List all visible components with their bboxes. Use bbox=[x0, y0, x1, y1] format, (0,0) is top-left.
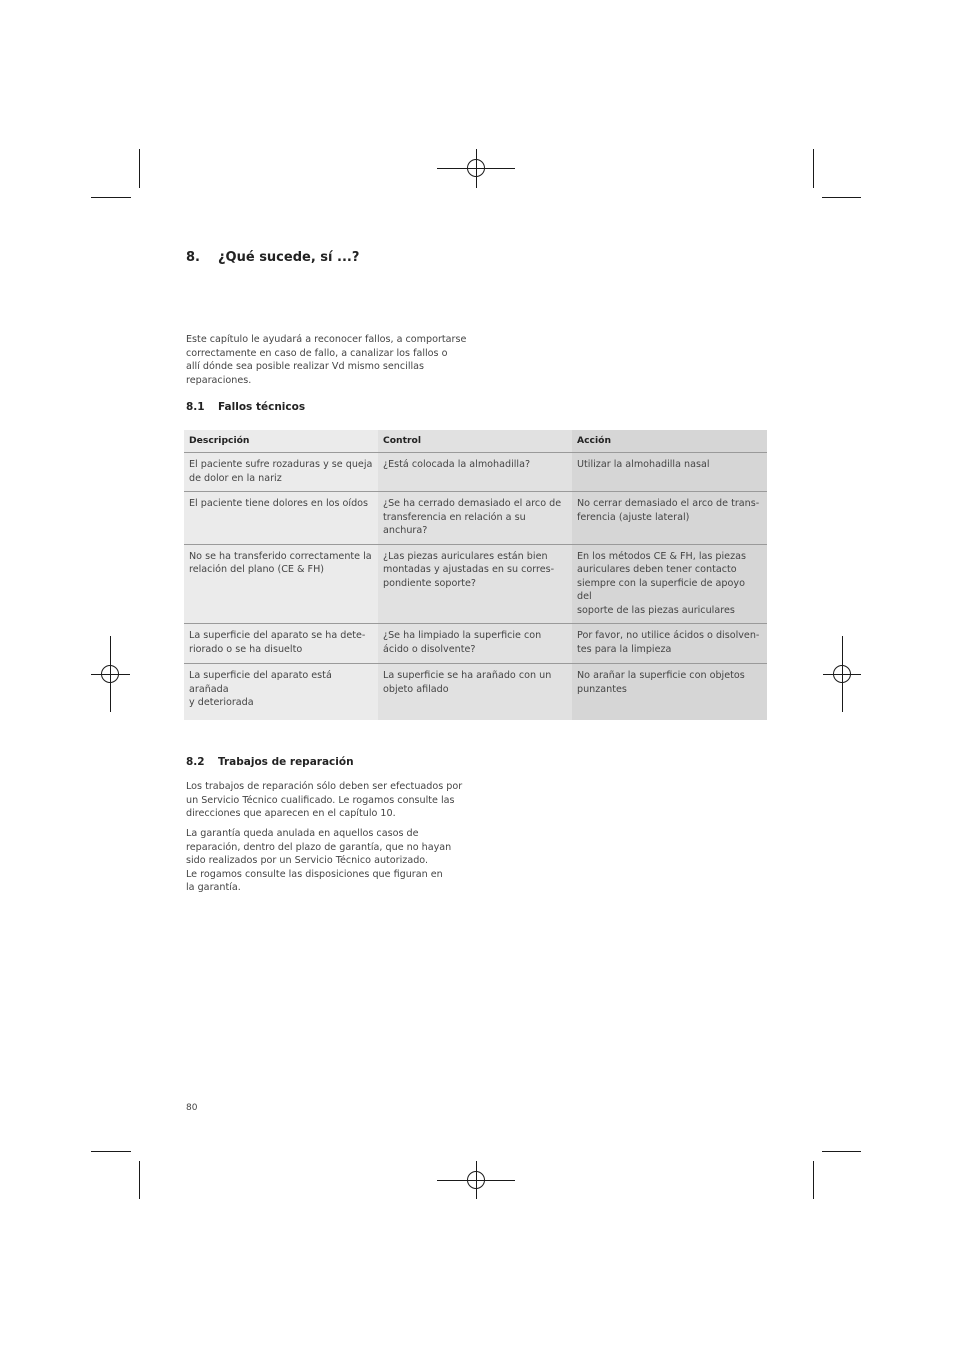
table-cell-action: Por favor, no utilice ácidos o disolven- tes para la limpieza bbox=[572, 624, 767, 664]
section-number: 8.1 bbox=[186, 401, 205, 413]
crop-mark bbox=[139, 149, 140, 188]
table-cell-action: No cerrar demasiado el arco de trans- ferencia (ajuste lateral) bbox=[572, 492, 767, 545]
faults-table bbox=[184, 430, 767, 720]
table-row bbox=[184, 624, 767, 664]
section-heading-8-2 bbox=[186, 756, 354, 768]
section-title: Trabajos de reparación bbox=[218, 756, 354, 768]
crop-mark bbox=[91, 197, 131, 198]
crop-mark bbox=[822, 1151, 861, 1152]
table-cell-control: ¿Está colocada la almohadilla? bbox=[378, 453, 572, 492]
intro-paragraph: Este capítulo le ayudará a reconocer fallos, a comportarse correctamente en caso de fallo, a canalizar los fallos o allí dónde sea posible realizar Vd mismo sencillas reparaciones. bbox=[186, 334, 467, 386]
crop-mark bbox=[91, 1151, 131, 1152]
chapter-heading bbox=[186, 250, 359, 265]
repair-paragraph-2: La garantía queda anulada en aquellos casos de reparación, dentro del plazo de garantía, que no hayan sido realizados por un Servicio Técnico autorizado. Le rogamos consulte las disposiciones que figuran en la garantía. bbox=[186, 828, 452, 893]
section-title: Fallos técnicos bbox=[218, 401, 306, 413]
table-header-row bbox=[184, 430, 767, 453]
table-cell-control: ¿Las piezas auriculares están bien montadas y ajustadas en su corres- pondiente soporte? bbox=[378, 544, 572, 624]
repair-paragraph-1: Los trabajos de reparación sólo deben ser efectuados por un Servicio Técnico cualificado. Le rogamos consulte las direcciones que aparecen en el capítulo 10. bbox=[186, 781, 463, 819]
column-header-action: Acción bbox=[572, 430, 767, 453]
table-cell-description: El paciente tiene dolores en los oídos bbox=[184, 492, 378, 545]
registration-circle-icon bbox=[467, 1171, 485, 1189]
page-number: 80 bbox=[186, 1103, 198, 1113]
chapter-number: 8. bbox=[186, 250, 200, 265]
registration-circle-icon bbox=[101, 665, 119, 683]
registration-circle-icon bbox=[833, 665, 851, 683]
crop-mark bbox=[813, 149, 814, 188]
table-cell-action: En los métodos CE & FH, las piezas auriculares deben tener contacto siempre con la superficie de apoyo del soporte de las piezas auriculares bbox=[572, 544, 767, 624]
table-cell-description: El paciente sufre rozaduras y se queja de dolor en la nariz bbox=[184, 453, 378, 492]
table-cell-description: No se ha transferido correctamente la relación del plano (CE & FH) bbox=[184, 544, 378, 624]
table-row bbox=[184, 544, 767, 624]
table-cell-action: No arañar la superficie con objetos punzantes bbox=[572, 664, 767, 720]
column-header-control: Control bbox=[378, 430, 572, 453]
crop-mark bbox=[139, 1161, 140, 1199]
table-cell-action: Utilizar la almohadilla nasal bbox=[572, 453, 767, 492]
table-row bbox=[184, 453, 767, 492]
section-heading-8-1 bbox=[186, 401, 305, 413]
crop-mark bbox=[813, 1161, 814, 1199]
registration-circle-icon bbox=[467, 159, 485, 177]
chapter-title: ¿Qué sucede, sí ...? bbox=[218, 250, 360, 265]
column-header-description: Descripción bbox=[184, 430, 378, 453]
table-cell-control: La superficie se ha arañado con un objeto afilado bbox=[378, 664, 572, 720]
section-number: 8.2 bbox=[186, 756, 205, 768]
table-row bbox=[184, 492, 767, 545]
table-cell-description: La superficie del aparato se ha dete- riorado o se ha disuelto bbox=[184, 624, 378, 664]
table-cell-control: ¿Se ha cerrado demasiado el arco de transferencia en relación a su anchura? bbox=[378, 492, 572, 545]
table-row bbox=[184, 664, 767, 720]
crop-mark bbox=[822, 197, 861, 198]
table-cell-control: ¿Se ha limpiado la superficie con ácido o disolvente? bbox=[378, 624, 572, 664]
table-cell-description: La superficie del aparato está arañada y deteriorada bbox=[184, 664, 378, 720]
